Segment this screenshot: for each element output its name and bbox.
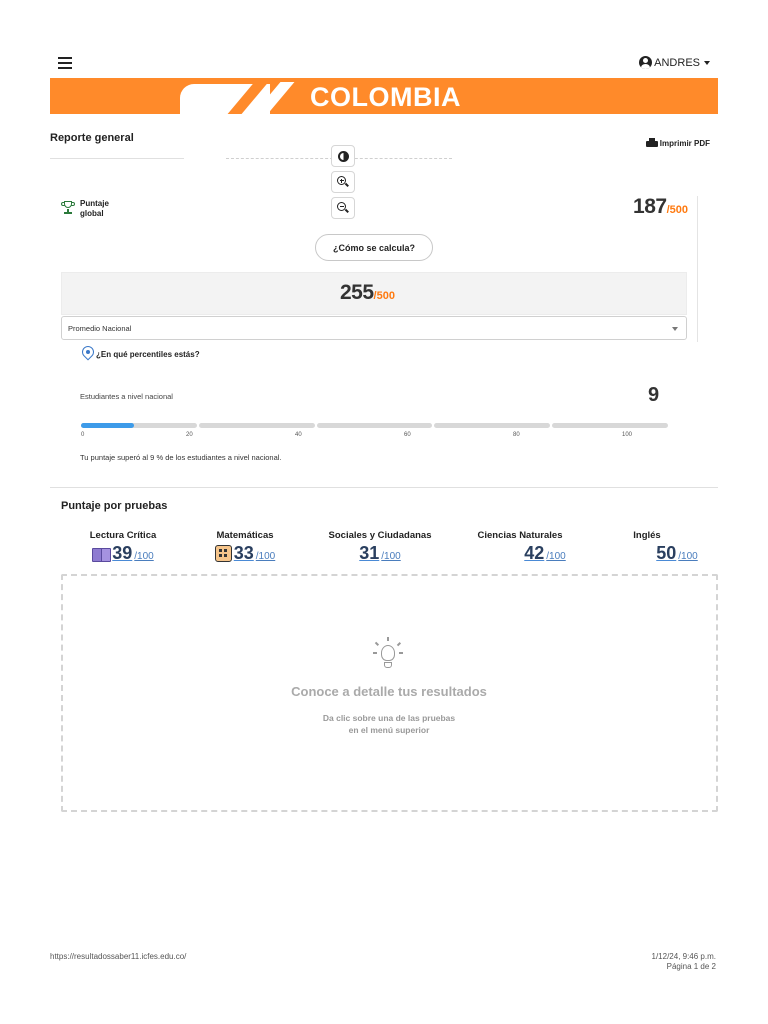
percentile-title: ¿En qué percentiles estás? bbox=[96, 350, 200, 359]
footer-meta bbox=[652, 952, 717, 972]
book-icon bbox=[92, 547, 110, 561]
trophy-icon bbox=[61, 201, 75, 215]
detail-line: Da clic sobre una de las pruebas bbox=[322, 713, 456, 723]
calculator-icon bbox=[215, 545, 232, 562]
test-score-value: 42 bbox=[524, 543, 545, 563]
students-label: Estudiantes a nivel nacional bbox=[80, 392, 173, 401]
comparison-select-value: Promedio Nacional bbox=[68, 324, 132, 333]
footer-url: https://resultadossaber11.icfes.edu.co/ bbox=[50, 952, 187, 961]
global-score bbox=[633, 195, 688, 219]
footer-page: Página 1 de 2 bbox=[666, 962, 716, 971]
print-pdf-button[interactable] bbox=[646, 138, 710, 148]
test-ingles[interactable] bbox=[612, 530, 702, 564]
national-score bbox=[340, 281, 395, 305]
test-name: Matemáticas bbox=[216, 530, 274, 541]
test-ciencias-naturales[interactable] bbox=[466, 530, 574, 564]
percentile-value: 9 bbox=[648, 384, 660, 406]
contrast-icon bbox=[338, 151, 349, 162]
top-bar bbox=[50, 52, 718, 76]
percentile-tick: 40 bbox=[295, 432, 302, 438]
banner-title: COLOMBIA bbox=[310, 82, 461, 112]
percentile-summary: Tu puntaje superó al 9 % de los estudiantes a nivel nacional. bbox=[80, 453, 282, 462]
zoom-in-button[interactable] bbox=[331, 171, 355, 193]
detail-instructions bbox=[0, 712, 768, 736]
user-name: ANDRES bbox=[654, 56, 700, 69]
detail-title: Conoce a detalle tus resultados bbox=[291, 684, 487, 699]
country-banner bbox=[50, 78, 718, 114]
test-score[interactable] bbox=[78, 543, 168, 564]
zoom-out-icon bbox=[337, 202, 349, 214]
printer-icon bbox=[646, 138, 658, 148]
percentile-tick: 60 bbox=[404, 432, 411, 438]
caret-down-icon bbox=[704, 61, 710, 65]
zoom-in-icon bbox=[337, 176, 349, 188]
divider bbox=[50, 487, 718, 488]
national-score-max: /500 bbox=[373, 290, 395, 302]
test-score-value: 33 bbox=[233, 543, 254, 563]
percentile-tick: 0 bbox=[81, 432, 85, 438]
report-title: Reporte general bbox=[50, 132, 134, 144]
percentile-bar-segment bbox=[199, 423, 315, 428]
percentile-tick: 100 bbox=[622, 432, 633, 438]
percentile-tick: 20 bbox=[186, 432, 193, 438]
user-avatar-icon bbox=[639, 56, 652, 69]
print-label: Imprimir PDF bbox=[659, 138, 710, 148]
location-pin-icon bbox=[81, 346, 95, 362]
test-sociales-ciudadanas[interactable] bbox=[316, 530, 444, 564]
chevron-down-icon bbox=[672, 327, 678, 331]
test-score-max: /100 bbox=[546, 551, 566, 562]
test-score[interactable] bbox=[466, 543, 574, 564]
test-name: Ciencias Naturales bbox=[477, 530, 563, 541]
test-score-value: 50 bbox=[656, 543, 677, 563]
global-score-label: Puntaje global bbox=[80, 199, 109, 218]
how-calculated-button[interactable]: ¿Cómo se calcula? bbox=[315, 234, 433, 261]
national-score-value: 255 bbox=[340, 281, 374, 304]
test-name: Lectura Crítica bbox=[89, 530, 157, 541]
divider bbox=[50, 158, 184, 159]
test-score[interactable] bbox=[316, 543, 444, 564]
national-score-panel bbox=[61, 272, 687, 315]
user-menu[interactable] bbox=[639, 56, 710, 69]
zoom-out-button[interactable] bbox=[331, 197, 355, 219]
test-score-value: 31 bbox=[359, 543, 380, 563]
footer-datetime: 1/12/24, 9:46 p.m. bbox=[651, 952, 716, 961]
contrast-button[interactable] bbox=[331, 145, 355, 167]
tests-title: Puntaje por pruebas bbox=[61, 500, 168, 512]
test-lectura-critica[interactable] bbox=[78, 530, 168, 564]
lightbulb-icon bbox=[373, 637, 403, 673]
percentile-bar-segment bbox=[434, 423, 550, 428]
test-name: Sociales y Ciudadanas bbox=[328, 530, 432, 541]
menu-icon[interactable] bbox=[58, 57, 72, 69]
test-score-max: /100 bbox=[678, 551, 698, 562]
test-score-value: 39 bbox=[112, 543, 133, 563]
global-score-value: 187 bbox=[633, 195, 667, 218]
percentile-bar-fill bbox=[81, 423, 134, 428]
global-score-max: /500 bbox=[666, 204, 688, 216]
percentile-tick: 80 bbox=[513, 432, 520, 438]
test-score-max: /100 bbox=[134, 551, 154, 562]
test-matematicas[interactable] bbox=[200, 530, 290, 564]
divider bbox=[697, 196, 698, 342]
test-score-max: /100 bbox=[255, 551, 276, 562]
comparison-select[interactable] bbox=[61, 316, 687, 340]
detail-line: en el menú superior bbox=[348, 725, 430, 735]
test-name: Inglés bbox=[633, 530, 661, 541]
test-score[interactable] bbox=[612, 543, 702, 564]
percentile-bar-segment bbox=[552, 423, 668, 428]
test-score-max: /100 bbox=[381, 551, 401, 562]
test-score[interactable] bbox=[200, 543, 290, 564]
percentile-bar-segment bbox=[317, 423, 433, 428]
